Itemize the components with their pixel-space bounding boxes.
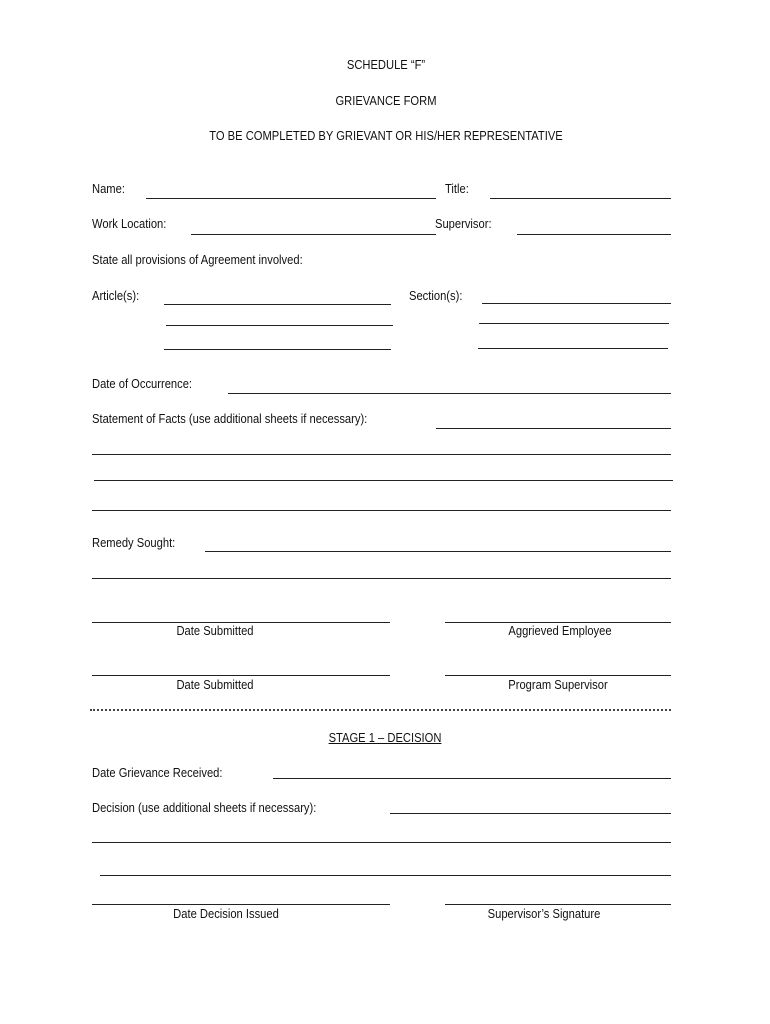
article-field-2[interactable] <box>166 325 393 326</box>
section-field-2[interactable] <box>479 323 669 324</box>
date-decision-issued-label: Date Decision Issued <box>173 906 279 921</box>
name-field[interactable] <box>146 198 436 199</box>
remedy-sought-label: Remedy Sought: <box>92 535 176 550</box>
statement-of-facts-label: Statement of Facts (use additional sheets if necessary): <box>92 411 368 426</box>
decision-field-2[interactable] <box>92 842 671 843</box>
schedule-title: SCHEDULE “F” <box>346 57 426 72</box>
supervisor-signature-label: Supervisor’s Signature <box>487 906 601 921</box>
statement-field-2[interactable] <box>92 454 671 455</box>
date-of-occurrence-field[interactable] <box>228 393 671 394</box>
section-divider <box>90 709 671 711</box>
sections-label: Section(s): <box>409 288 463 303</box>
article-field-1[interactable] <box>164 304 391 305</box>
article-field-3[interactable] <box>164 349 391 350</box>
title-label: Title: <box>445 181 469 196</box>
date-of-occurrence-label: Date of Occurrence: <box>92 376 193 391</box>
stage1-heading: STAGE 1 – DECISION <box>328 730 442 745</box>
form-title: GRIEVANCE FORM <box>335 93 437 108</box>
decision-label: Decision (use additional sheets if necessary): <box>92 800 317 815</box>
supervisor-label: Supervisor: <box>435 216 492 231</box>
remedy-field-2[interactable] <box>92 578 671 579</box>
remedy-field-1[interactable] <box>205 551 671 552</box>
supervisor-signature-line[interactable] <box>445 904 671 905</box>
name-label: Name: <box>92 181 125 196</box>
statement-field-1[interactable] <box>436 428 671 429</box>
date-submitted-label-1: Date Submitted <box>176 623 254 638</box>
program-supervisor-label: Program Supervisor <box>508 677 608 692</box>
statement-field-3[interactable] <box>94 480 673 481</box>
date-decision-issued-line[interactable] <box>92 904 390 905</box>
supervisor-field[interactable] <box>517 234 671 235</box>
decision-field-3[interactable] <box>100 875 671 876</box>
section-field-1[interactable] <box>482 303 671 304</box>
statement-field-4[interactable] <box>92 510 671 511</box>
date-submitted-line-2[interactable] <box>92 675 390 676</box>
date-submitted-label-2: Date Submitted <box>176 677 254 692</box>
title-field[interactable] <box>490 198 671 199</box>
date-received-field[interactable] <box>273 778 671 779</box>
work-location-field[interactable] <box>191 234 436 235</box>
form-instruction: TO BE COMPLETED BY GRIEVANT OR HIS/HER REPRESENTATIVE <box>209 128 563 143</box>
aggrieved-employee-label: Aggrieved Employee <box>508 623 612 638</box>
decision-field-1[interactable] <box>390 813 671 814</box>
date-received-label: Date Grievance Received: <box>92 765 223 780</box>
articles-label: Article(s): <box>92 288 140 303</box>
work-location-label: Work Location: <box>92 216 167 231</box>
provisions-label: State all provisions of Agreement involved: <box>92 252 303 267</box>
program-supervisor-line[interactable] <box>445 675 671 676</box>
section-field-3[interactable] <box>478 348 668 349</box>
